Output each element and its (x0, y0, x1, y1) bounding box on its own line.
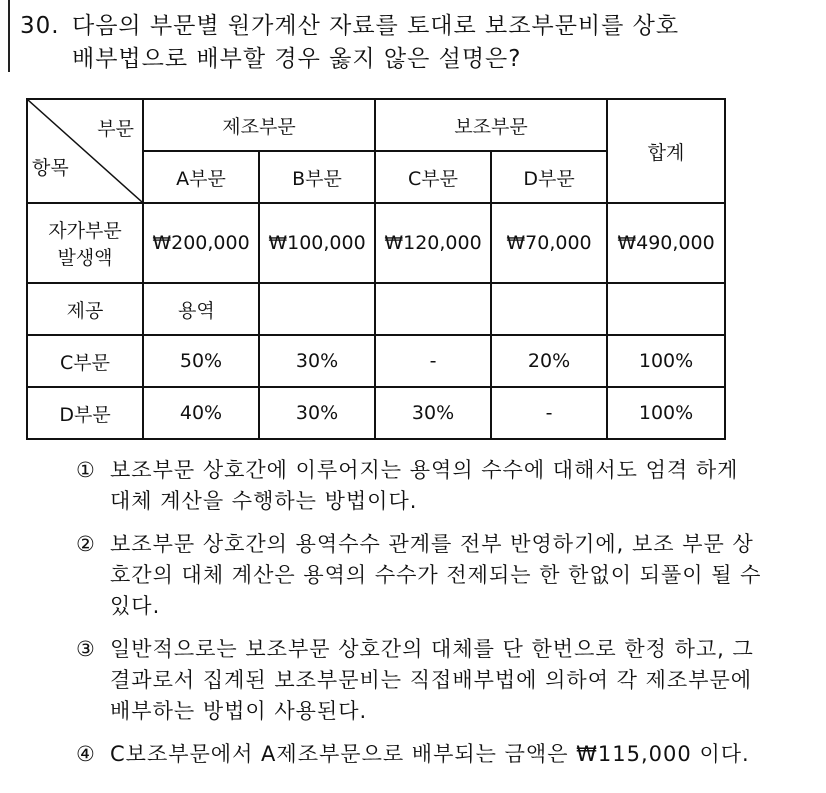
cell-d-a: 40% (143, 387, 259, 439)
corner-cell (27, 99, 143, 203)
cost-table (26, 98, 726, 440)
cell-d-total: 100% (607, 387, 725, 439)
table-row-d (27, 387, 725, 439)
cell-provide-b (259, 283, 375, 335)
question-number: 30. (20, 13, 60, 39)
cell-provide-a: 용역 (143, 283, 259, 335)
cell-provide-total (607, 283, 725, 335)
cell-c-a: 50% (143, 335, 259, 387)
option-1[interactable] (76, 455, 766, 517)
option-4-text: C보조부문에서 A제조부문으로 배부되는 금액은 ₩115,000 이다. (110, 742, 750, 766)
table-row-cost (27, 203, 725, 283)
row-label-d: D부문 (27, 387, 143, 439)
cell-provide-d (491, 283, 607, 335)
cell-d-d: - (491, 387, 607, 439)
cell-provide-c (375, 283, 491, 335)
row-label-cost-line2: 발생액 (57, 247, 113, 269)
option-2-text: 보조부문 상호간의 용역수수 관계를 전부 반영하기에, 보조 부문 상호간의 대체 계산은 용역의 수수가 전제되는 한 한없이 되풀이 될 수 있다. (110, 532, 762, 618)
option-2-marker: ② (76, 532, 96, 556)
header-manufacturing: 제조부문 (143, 99, 375, 151)
corner-label-dept: 부문 (97, 118, 134, 140)
cell-cost-c: ₩120,000 (375, 203, 491, 283)
option-3-text: 일반적으로는 보조부문 상호간의 대체를 단 한번으로 한정 하고, 그 결과로서 집계된 보조부문비는 직접배부법에 의하여 각 제조부문에 배부하는 방법이 사용된다. (110, 637, 754, 723)
question (20, 10, 810, 76)
answer-options (76, 455, 766, 782)
cell-c-total: 100% (607, 335, 725, 387)
header-support: 보조부문 (375, 99, 607, 151)
cell-c-b: 30% (259, 335, 375, 387)
row-label-c: C부문 (27, 335, 143, 387)
cell-cost-a: ₩200,000 (143, 203, 259, 283)
header-total: 합계 (607, 99, 725, 203)
option-4-marker: ④ (76, 742, 96, 766)
row-label-cost (27, 203, 143, 283)
header-dept-a: A부문 (143, 151, 259, 203)
question-line1: 다음의 부문별 원가계산 자료를 토대로 보조부문비를 상호 (72, 13, 680, 39)
option-3[interactable] (76, 634, 766, 727)
option-1-text: 보조부문 상호간에 이루어지는 용역의 수수에 대해서도 엄격 하게 대체 계산을 수행하는 방법이다. (110, 458, 739, 513)
cell-cost-total: ₩490,000 (607, 203, 725, 283)
row-label-cost-line1: 자가부문 (48, 220, 122, 242)
row-label-provide: 제공 (27, 283, 143, 335)
option-4[interactable] (76, 739, 766, 770)
cell-c-c: - (375, 335, 491, 387)
cell-d-c: 30% (375, 387, 491, 439)
header-dept-c: C부문 (375, 151, 491, 203)
question-line2: 배부법으로 배부할 경우 옳지 않은 설명은? (72, 46, 522, 72)
option-2[interactable] (76, 529, 766, 622)
cell-d-b: 30% (259, 387, 375, 439)
table-row-provide (27, 283, 725, 335)
cell-c-d: 20% (491, 335, 607, 387)
corner-label-item: 항목 (32, 157, 69, 179)
header-dept-d: D부문 (491, 151, 607, 203)
cell-cost-d: ₩70,000 (491, 203, 607, 283)
table-row-c (27, 335, 725, 387)
header-dept-b: B부문 (259, 151, 375, 203)
option-3-marker: ③ (76, 637, 96, 661)
option-1-marker: ① (76, 458, 96, 482)
margin-line (8, 0, 10, 72)
cell-cost-b: ₩100,000 (259, 203, 375, 283)
